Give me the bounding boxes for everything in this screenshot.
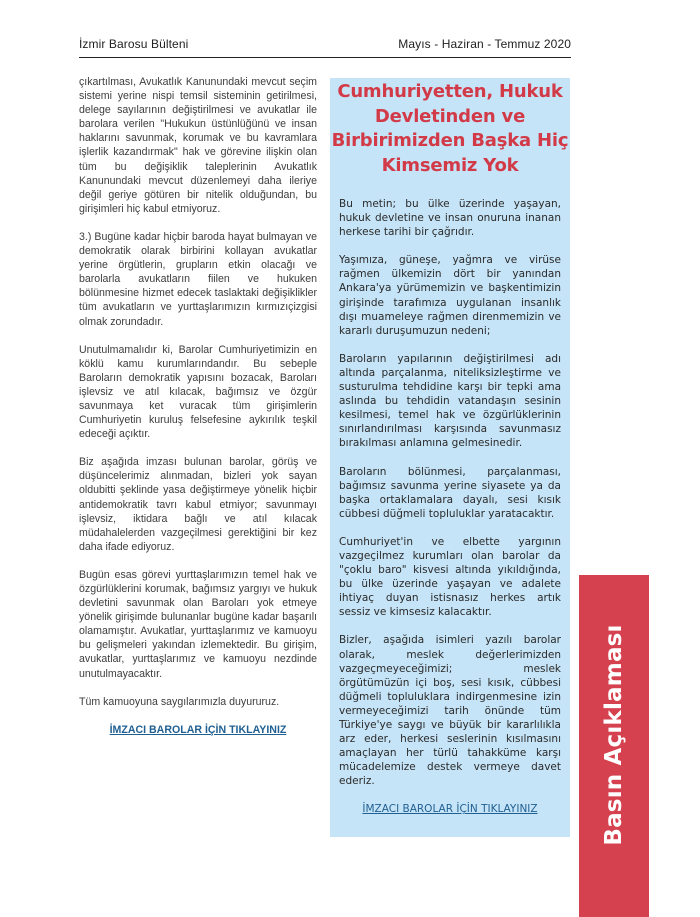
box-body xyxy=(339,197,561,817)
page-header xyxy=(79,35,571,58)
paragraph: çıkartılması, Avukatlık Kanunundaki mevcut seçim sistemi yerine nispi temsil sisteminin getirilmesi, delege sayılarının değiştirilmesi ve avukatlar ile barolara verilen "Hukukun üstünlüğünü ve insan haklarını savunmak, korumak ve bu kavramlara işlerlik kazandırmak" hak ve görevine ilişkin olan tüm bu değişiklik taleplerinin Avukatlık Kanunundaki mevcut düzenlemeyi daha ileriye değil geriye götüren bir nitelik olduğundan, bu girişimleri hiç kabul etmiyoruz. xyxy=(79,76,317,215)
paragraph: Bizler, aşağıda isimleri yazılı barolar olarak, meslek değerlerimizden vazgeçmeyeceğimizi; meslek örgütümüzün içi boş, sesi kısık, cübbesi düğmeli topluluklara indirgenmesine izin vermeyeceğimizi tarih önünde tüm Türkiye'ye saygı ve büyük bir kararlılıkla arz eder, herkesi seslerinin kısılmasını amaçlayan her türlü tahakküme karşı mücadelemize destek vermeye davet ederiz. xyxy=(339,634,561,788)
publication-name: İzmir Barosu Bülteni xyxy=(79,37,189,51)
issue-date: Mayıs - Haziran - Temmuz 2020 xyxy=(398,37,571,51)
section-tab-label: Basın Açıklaması xyxy=(601,624,627,846)
press-statement-box xyxy=(330,78,570,837)
paragraph: Unutulmamalıdır ki, Barolar Cumhuriyetimizin en köklü kamu kurumlarındandır. Bu sebeple Baroların demokratik yapısını bozacak, Baroları işlevsiz ve atıl kılacak, bağımsız ve özgür savunmaya ket vuracak tüm girişimlerin Cumhuriyetin kuruluş felsefesine aykırılık teşkil edeceği açıktır. xyxy=(79,343,317,441)
paragraph: 3.) Bugüne kadar hiçbir baroda hayat bulmayan ve demokratik olarak birbirini kollayan avukatlar yerine örgütlerin, grupların etkin olacağı ve barolarla avukatların fiilen ve hukuken bölünmesine hizmet edecek taslaktaki değişiklikler tüm avukatların ve yurttaşlarımızın kırmızıçizgisi olmak zorundadır. xyxy=(79,230,317,328)
paragraph: Baroların bölünmesi, parçalanması, bağımsız savunma yerine siyasete ya da başka ortaklamalara dayalı, sesi kısık cübbesi düğmeli topluluklar yaratacaktır. xyxy=(339,465,561,520)
paragraph: Bu metin; bu ülke üzerinde yaşayan, hukuk devletine ve insan onuruna inanan herkese tarihi bir çağrıdır. xyxy=(339,198,561,239)
box-title: Cumhuriyetten, Hukuk Devletinden ve Birbirimizden Başka Hiç Kimsemiz Yok xyxy=(331,81,569,176)
section-tab xyxy=(579,575,649,917)
paragraph: Cumhuriyet'in ve elbette yargının vazgeçilmez kurumları olan barolar da "çoklu baro" kisvesi altında yıkıldığında, bu ülke üzerinde yaşayan ve adalete ihtiyaç duyan istisnasız herkes artık sessiz ve kimsesiz kalacaktır. xyxy=(339,535,561,619)
paragraph: Baroların yapılarının değiştirilmesi adı altında parçalanma, niteliksizleştirme ve susturulma tehdidine karşı bir tepki ama aslında bu tehdidin vatandaşın sesinin kesilmesi, temel hak ve özgürlüklerinin sınırlandırılması karşısında savunmasız bırakılması anlamına gelmesinedir. xyxy=(339,352,561,450)
closing-line: Tüm kamuoyuna saygılarımızla duyururuz. xyxy=(79,695,280,708)
left-column xyxy=(79,75,317,737)
box-signatory-bars-link[interactable]: İMZACI BAROLAR İÇİN TIKLAYINIZ xyxy=(362,803,538,816)
signatory-bars-link[interactable]: İMZACI BAROLAR İÇİN TIKLAYINIZ xyxy=(109,723,287,736)
paragraph: Biz aşağıda imzası bulunan barolar, görüş ve düşüncelerimiz alınmadan, bizleri yok sayan oldubitti şeklinde yasa değiştirmeye yönelik hiçbir antidemokratik tavrı kabul etmiyor; savunmayı işlevsiz, iktidara bağlı ve atıl kılacak müdahalelerden vazgeçilmesi gerektiğini bir kez daha ifade ediyoruz. xyxy=(79,456,317,553)
paragraph: Yaşımıza, güneşe, yağmra ve virüse rağmen ülkemizin dört bir yanından Ankara'ya yürümemizin ve başkentimizin girişinde tarafımıza uygulanan insanlık dışı muameleye rağmen direnmemizin ve kararlı duruşumuzun nedeni; xyxy=(339,254,561,337)
paragraph: Bugün esas görevi yurttaşlarımızın temel hak ve özgürlüklerini korumak, bağımsız yargıyı ve hukuk devletini savunmak olan Baroları yok etmeye yönelik girişimde bulunanlar bugüne kadar başarılı olamamıştır. Avukatlar, yurttaşlarımız ve kamuoyu bu gelişmeleri yakından izlemektedir. Bu girişim, avukatlar, yurttaşlarımız ve kamuoyu nezdinde unutulmayacaktır. xyxy=(79,568,317,680)
